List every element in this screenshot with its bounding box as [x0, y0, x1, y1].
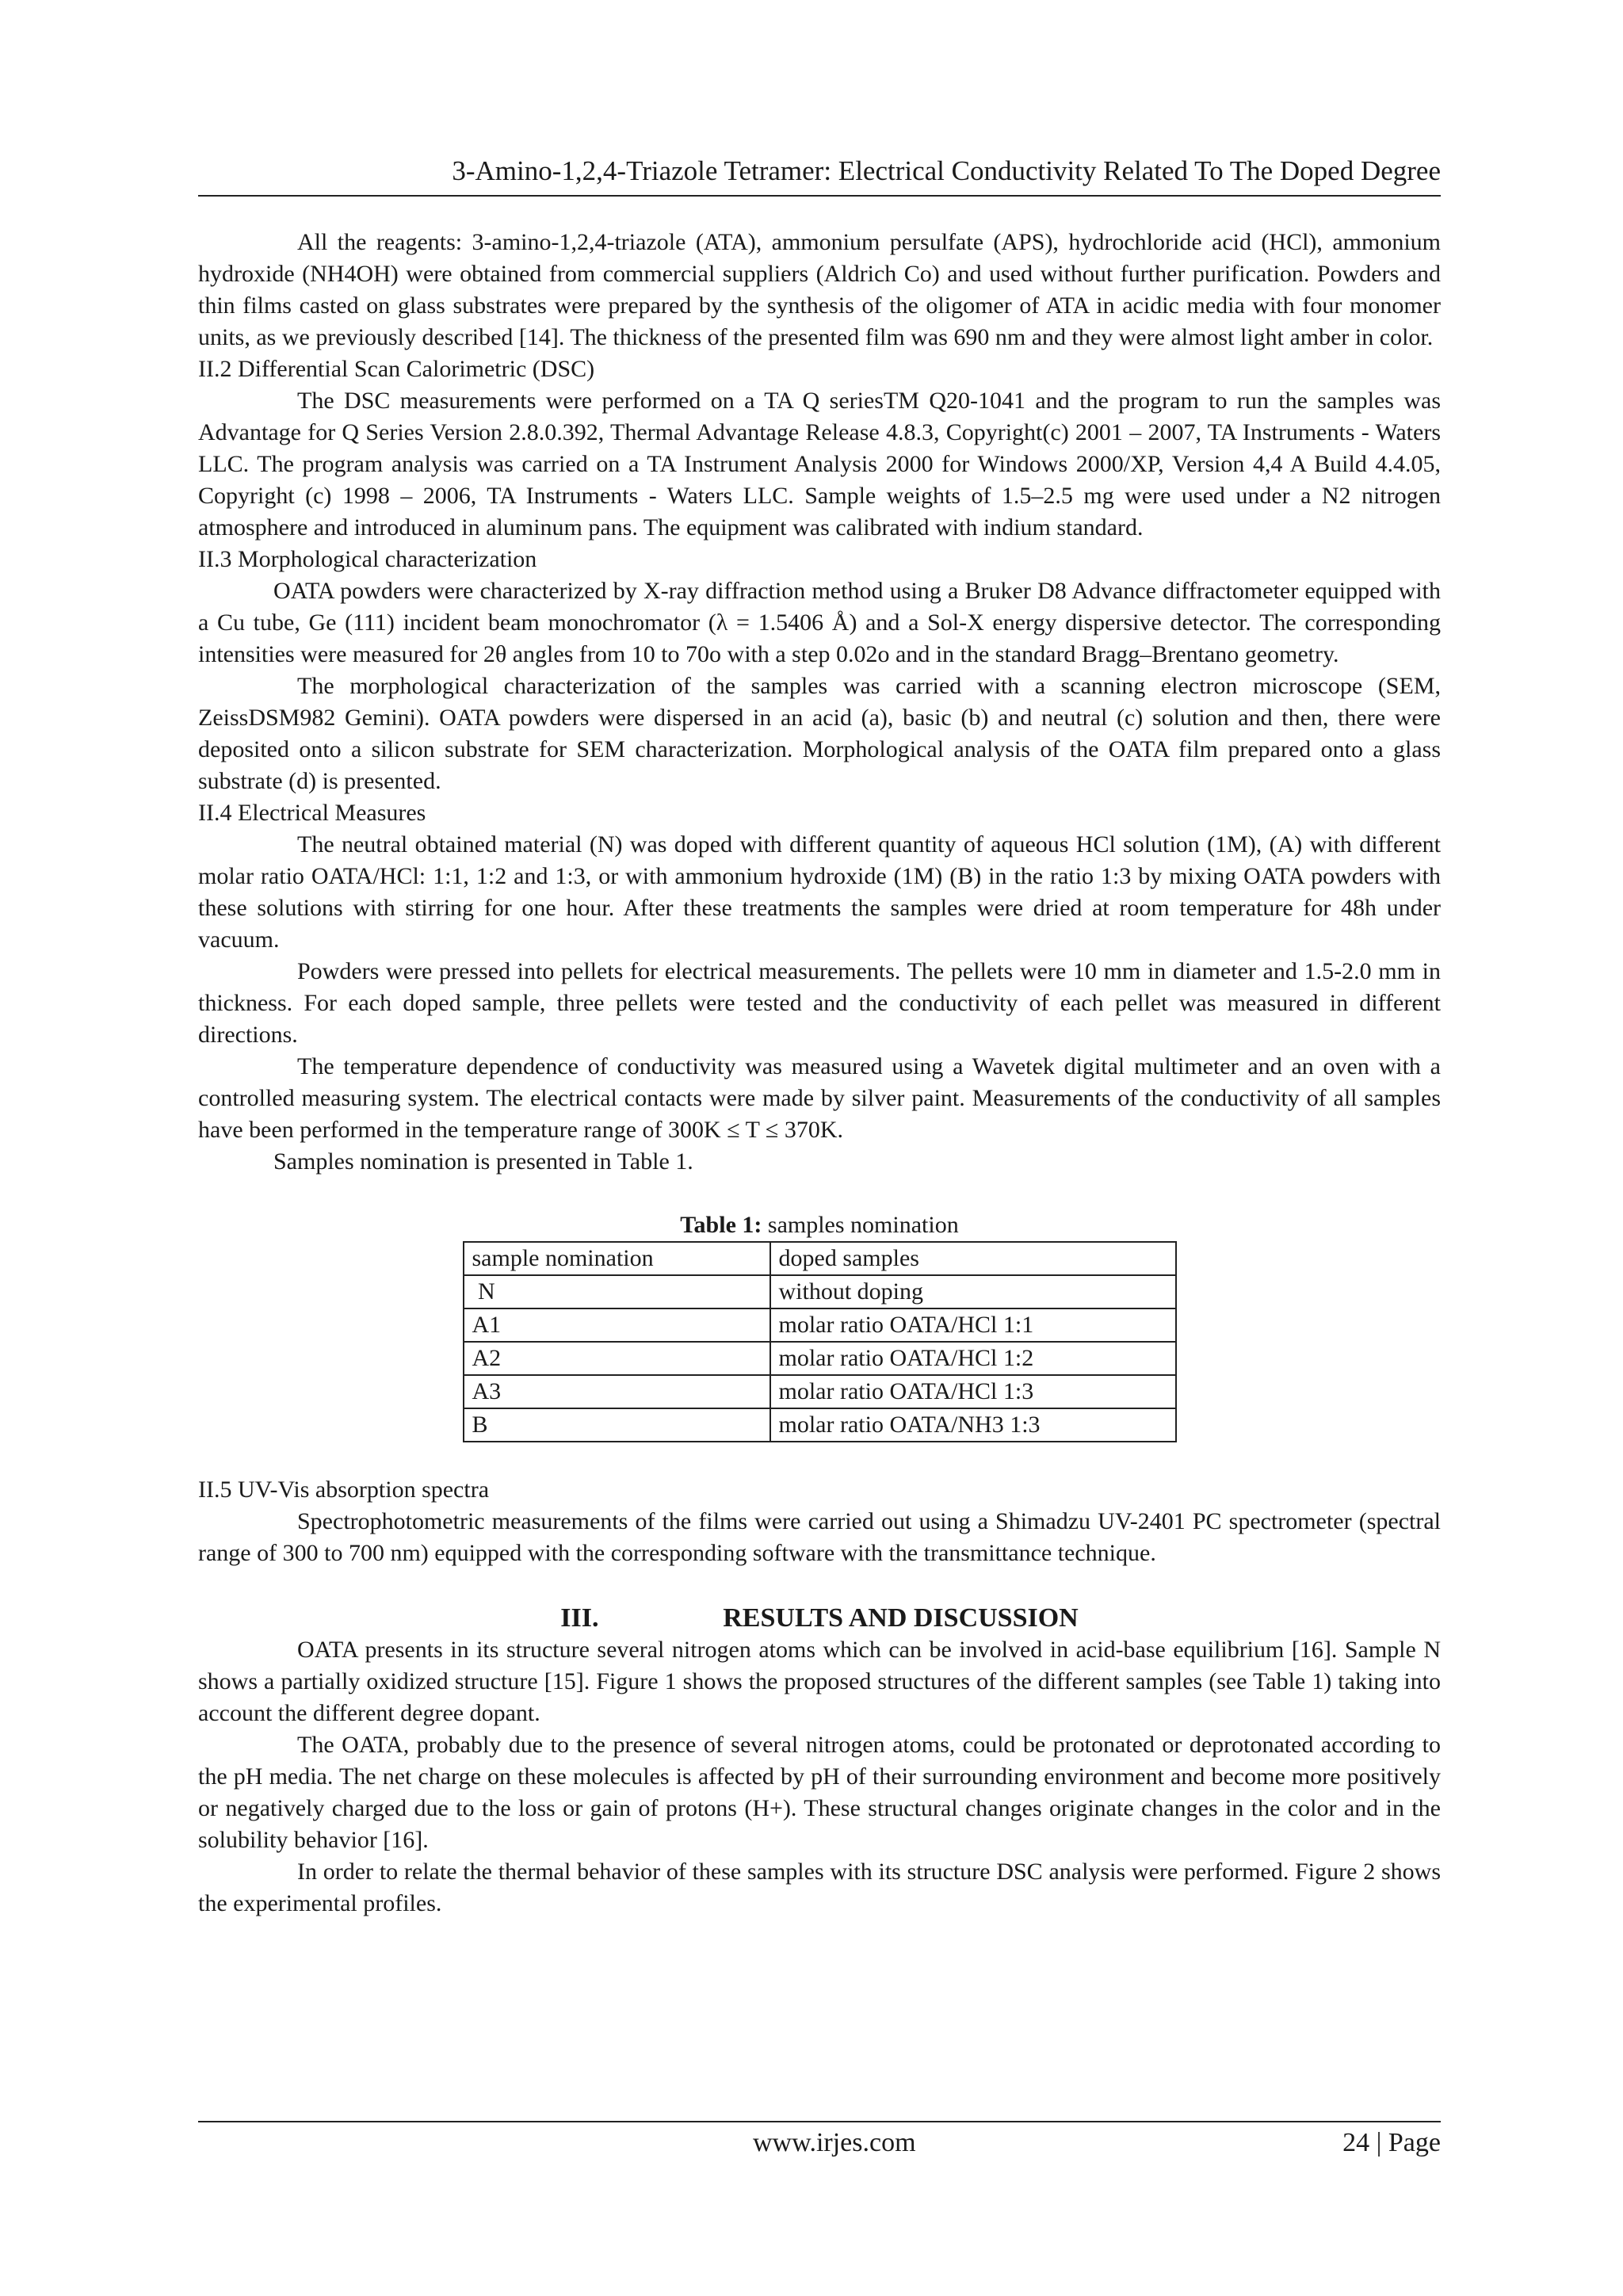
article-body	[198, 227, 1441, 1920]
paragraph-doping: The neutral obtained material (N) was doped with different quantity of aqueous HCl solution (1M), (A) with different molar ratio OATA/HCl: 1:1, 1:2 and 1:3, or with ammonium hydroxide (1M) (B) in the ratio 1:3 by mixing OATA powders with these solutions with stirring for one hour. After these treatments the samples were dried at room temperature for 48h under vacuum.	[198, 831, 1441, 953]
page-number: 24 | Page	[1342, 2128, 1441, 2157]
table-header-row	[464, 1242, 1176, 1275]
section-heading-dsc: II.2 Differential Scan Calorimetric (DSC)	[198, 356, 595, 382]
paragraph-results-2: The OATA, probably due to the presence of several nitrogen atoms, could be protonated or deprotonated according to the pH media. The net charge on these molecules is affected by pH of their surrounding environment and become more positively or negatively charged due to the loss or gain of protons (H+). These structural changes originate changes in the color and in the solubility behavior [16].	[198, 1732, 1441, 1853]
table-header-cell: doped samples	[770, 1242, 1176, 1275]
table-row	[464, 1375, 1176, 1408]
table-header-cell: sample nomination	[464, 1242, 770, 1275]
section-heading-morphology: II.3 Morphological characterization	[198, 546, 537, 572]
table-cell: molar ratio OATA/HCl 1:1	[770, 1308, 1176, 1342]
table-caption-text: samples nomination	[762, 1212, 959, 1238]
paragraph-reagents: All the reagents: 3-amino-1,2,4-triazole (ATA), ammonium persulfate (APS), hydrochloride acid (HCl), ammonium hydroxide (NH4OH) were obtained from commercial suppliers (Aldrich Co) and used without further purification. Powders and thin films casted on glass substrates were prepared by the synthesis of the oligomer of ATA in acidic media with four monomer units, as we previously described [14]. The thickness of the presented film was 690 nm and they were almost light amber in color.	[198, 229, 1441, 350]
paragraph-dsc: The DSC measurements were performed on a TA Q seriesTM Q20-1041 and the program to run the samples was Advantage for Q Series Version 2.8.0.392, Thermal Advantage Release 4.8.3, Copyright(c) 2001 – 2007, TA Instruments - Waters LLC. The program analysis was carried on a TA Instrument Analysis 2000 for Windows 2000/XP, Version 4,4 A Build 4.4.05, Copyright (c) 1998 – 2006, TA Instruments - Waters LLC. Sample weights of 1.5–2.5 mg were used under a N2 nitrogen atmosphere and introduced in aluminum pans. The equipment was calibrated with indium standard.	[198, 388, 1441, 541]
running-header: 3-Amino-1,2,4-Triazole Tetramer: Electrical Conductivity Related To The Doped Degree	[198, 155, 1441, 197]
section-heading-results	[198, 1603, 1441, 1634]
paragraph-uvvis: Spectrophotometric measurements of the films were carried out using a Shimadzu UV-2401 PC spectrometer (spectral range of 300 to 700 nm) equipped with the corresponding software with the transmittance technique.	[198, 1508, 1441, 1566]
paragraph-sem: The morphological characterization of the samples was carried with a scanning electron microscope (SEM, ZeissDSM982 Gemini). OATA powders were dispersed in an acid (a), basic (b) and neutral (c) solution and then, there were deposited onto a silicon substrate for SEM characterization. Morphological analysis of the OATA film prepared onto a glass substrate (d) is presented.	[198, 673, 1441, 794]
paragraph-results-1: OATA presents in its structure several nitrogen atoms which can be involved in acid-base equilibrium [16]. Sample N shows a partially oxidized structure [15]. Figure 1 shows the proposed structures of the different samples (see Table 1) taking into account the different degree dopant.	[198, 1637, 1441, 1726]
table-cell: A2	[464, 1342, 770, 1375]
paragraph-xrd: OATA powders were characterized by X-ray diffraction method using a Bruker D8 Advance diffractometer equipped with a Cu tube, Ge (111) incident beam monochromator (λ = 1.5406 Å) and a Sol-X energy dispersive detector. The corresponding intensities were measured for 2θ angles from 10 to 70o with a step 0.02o and in the standard Bragg–Brentano geometry.	[198, 578, 1441, 667]
table-cell: A3	[464, 1375, 770, 1408]
section-heading-uvvis: II.5 UV-Vis absorption spectra	[198, 1477, 490, 1503]
samples-table	[463, 1241, 1177, 1442]
table-cell: A1	[464, 1308, 770, 1342]
table-row	[464, 1342, 1176, 1375]
section-title: RESULTS AND DISCUSSION	[723, 1603, 1079, 1633]
paragraph-pellets: Powders were pressed into pellets for electrical measurements. The pellets were 10 mm in diameter and 1.5-2.0 mm in thickness. For each doped sample, three pellets were tested and the conductivity of each pellet was measured in different directions.	[198, 958, 1441, 1048]
table-cell: without doping	[770, 1275, 1176, 1308]
table-caption-label: Table 1:	[680, 1212, 762, 1238]
table-cell: molar ratio OATA/HCl 1:2	[770, 1342, 1176, 1375]
table-cell: molar ratio OATA/NH3 1:3	[770, 1408, 1176, 1442]
table-row	[464, 1275, 1176, 1308]
page-footer	[198, 2121, 1441, 2157]
footer-site-link[interactable]: www.irjes.com	[753, 2128, 916, 2157]
table-cell: molar ratio OATA/HCl 1:3	[770, 1375, 1176, 1408]
table-cell: N	[464, 1275, 770, 1308]
table-row	[464, 1408, 1176, 1442]
section-heading-electrical: II.4 Electrical Measures	[198, 800, 426, 826]
table-row	[464, 1308, 1176, 1342]
paragraph-temperature: The temperature dependence of conductivity was measured using a Wavetek digital multimeter and an oven with a controlled measuring system. The electrical contacts were made by silver paint. Measurements of the conductivity of all samples have been performed in the temperature range of 300K ≤ T ≤ 370K.	[198, 1053, 1441, 1143]
paragraph-nomination: Samples nomination is presented in Table 1.	[273, 1148, 693, 1175]
paragraph-results-3: In order to relate the thermal behavior of these samples with its structure DSC analysis were performed. Figure 2 shows the experimental profiles.	[198, 1859, 1441, 1916]
table-cell: B	[464, 1408, 770, 1442]
section-number: III.	[560, 1603, 599, 1633]
table-caption	[198, 1209, 1441, 1241]
